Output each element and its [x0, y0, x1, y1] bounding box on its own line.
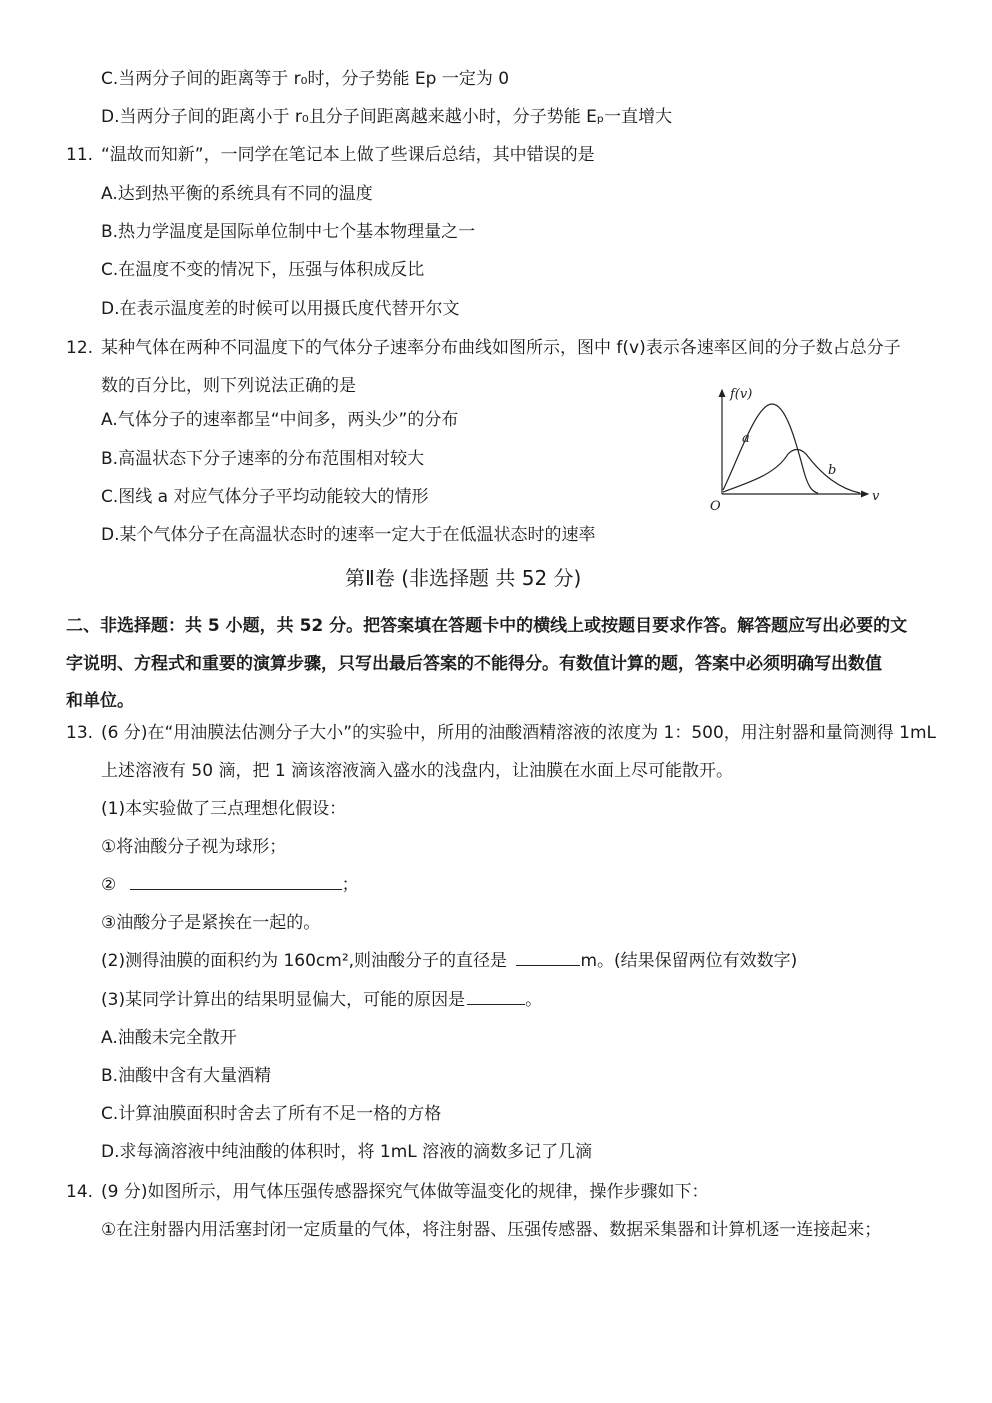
q11-option-a: A.达到热平衡的系统具有不同的温度: [101, 184, 373, 204]
part2-instructions-line2: 字说明、方程式和重要的演算步骤，只写出最后答案的不能得分。有数值计算的题，答案中必须明确写出数值: [66, 654, 882, 674]
q13-stem-line1: (6 分)在“用油膜法估测分子大小”的实验中，所用的油酸酒精溶液的浓度为 1：500，用注射器和量筒测得 1mL: [101, 723, 937, 743]
part2-instructions-line1: 二、非选择题：共 5 小题，共 52 分。把答案填在答题卡中的横线上或按题目要求作答。解答题应写出必要的文: [66, 616, 908, 636]
q13-part1: (1)本实验做了三点理想化假设：: [101, 799, 347, 819]
q13-part3-post: 。: [525, 990, 543, 1010]
q13-option-b: B.油酸中含有大量酒精: [101, 1066, 272, 1086]
q13-assumption2-mark: ②: [101, 875, 117, 895]
q12-stem-line1: 某种气体在两种不同温度下的气体分子速率分布曲线如图所示，图中 f(v)表示各速率区间的分子数占总分子: [101, 338, 901, 358]
q12-option-c: C.图线 a 对应气体分子平均动能较大的情形: [101, 487, 429, 507]
q12-stem-line2: 数的百分比，则下列说法正确的是: [101, 376, 356, 396]
q13-number: 13.: [66, 723, 94, 743]
curve-a: [723, 404, 818, 493]
q13-option-d: D.求每滴溶液中纯油酸的体积时，将 1mL 溶液的滴数多记了几滴: [101, 1142, 593, 1162]
q13-assumption3: ③油酸分子是紧挨在一起的。: [101, 913, 321, 933]
q13-option-c: C.计算油膜面积时舍去了所有不足一格的方格: [101, 1104, 442, 1124]
q12-number: 12.: [66, 338, 94, 358]
q12-option-d: D.某个气体分子在高温状态时的速率一定大于在低温状态时的速率: [101, 525, 596, 545]
q13-part2: [101, 949, 797, 973]
x-axis-label: v: [872, 489, 880, 504]
q11-option-c: C.在温度不变的情况下，压强与体积成反比: [101, 260, 425, 280]
q12-option-b: B.高温状态下分子速率的分布范围相对较大: [101, 449, 425, 469]
q14-step1: ①在注射器内用活塞封闭一定质量的气体，将注射器、压强传感器、数据采集器和计算机逐一连接起来；: [101, 1220, 882, 1240]
q13-option-a: A.油酸未完全散开: [101, 1028, 237, 1048]
q13-stem-line2: 上述溶液有 50 滴，把 1 滴该溶液滴入盛水的浅盘内，让油膜在水面上尽可能散开。: [101, 761, 734, 781]
origin-label: O: [710, 499, 721, 514]
q13-assumption2-end: ；: [341, 875, 359, 895]
q12-option-a: A.气体分子的速率都呈“中间多，两头少”的分布: [101, 410, 459, 430]
q11-option-d: D.在表示温度差的时候可以用摄氏度代替开尔文: [101, 299, 460, 319]
q11-option-b: B.热力学温度是国际单位制中七个基本物理量之一: [101, 222, 476, 242]
q10-option-d: D.当两分子间的距离小于 r₀且分子间距离越来越小时，分子势能 Eₚ一直增大: [101, 107, 673, 127]
q13-assumption1: ①将油酸分子视为球形；: [101, 837, 287, 857]
part2-title: 第Ⅱ卷 (非选择题 共 52 分): [345, 566, 582, 590]
speed-distribution-graph: [700, 382, 890, 514]
q11-stem: “温故而知新”，一同学在笔记本上做了些课后总结，其中错误的是: [101, 145, 595, 165]
q13-assumption2-blank[interactable]: [130, 873, 342, 890]
q14-stem: (9 分)如图所示，用气体压强传感器探究气体做等温变化的规律，操作步骤如下：: [101, 1182, 709, 1202]
q13-assumption2: [101, 873, 359, 897]
part2-instructions-line3: 和单位。: [66, 691, 134, 711]
q14-number: 14.: [66, 1182, 94, 1202]
q10-option-c: C.当两分子间的距离等于 r₀时，分子势能 Ep 一定为 0: [101, 69, 510, 89]
y-axis-label: f(v): [730, 387, 753, 402]
q11-number: 11.: [66, 145, 94, 165]
curve-a-label: a: [742, 431, 750, 446]
curve-b-label: b: [828, 463, 837, 478]
q13-part3-pre: (3)某同学计算出的结果明显偏大，可能的原因是: [101, 990, 466, 1010]
q13-part3: [101, 988, 542, 1012]
q13-part2-post: m。(结果保留两位有效数字): [580, 951, 798, 971]
q13-part3-blank[interactable]: [467, 988, 525, 1005]
q13-part2-pre: (2)测得油膜的面积约为 160cm²,则油酸分子的直径是: [101, 951, 508, 971]
curve-b: [723, 450, 860, 494]
q13-part2-blank[interactable]: [516, 949, 580, 966]
